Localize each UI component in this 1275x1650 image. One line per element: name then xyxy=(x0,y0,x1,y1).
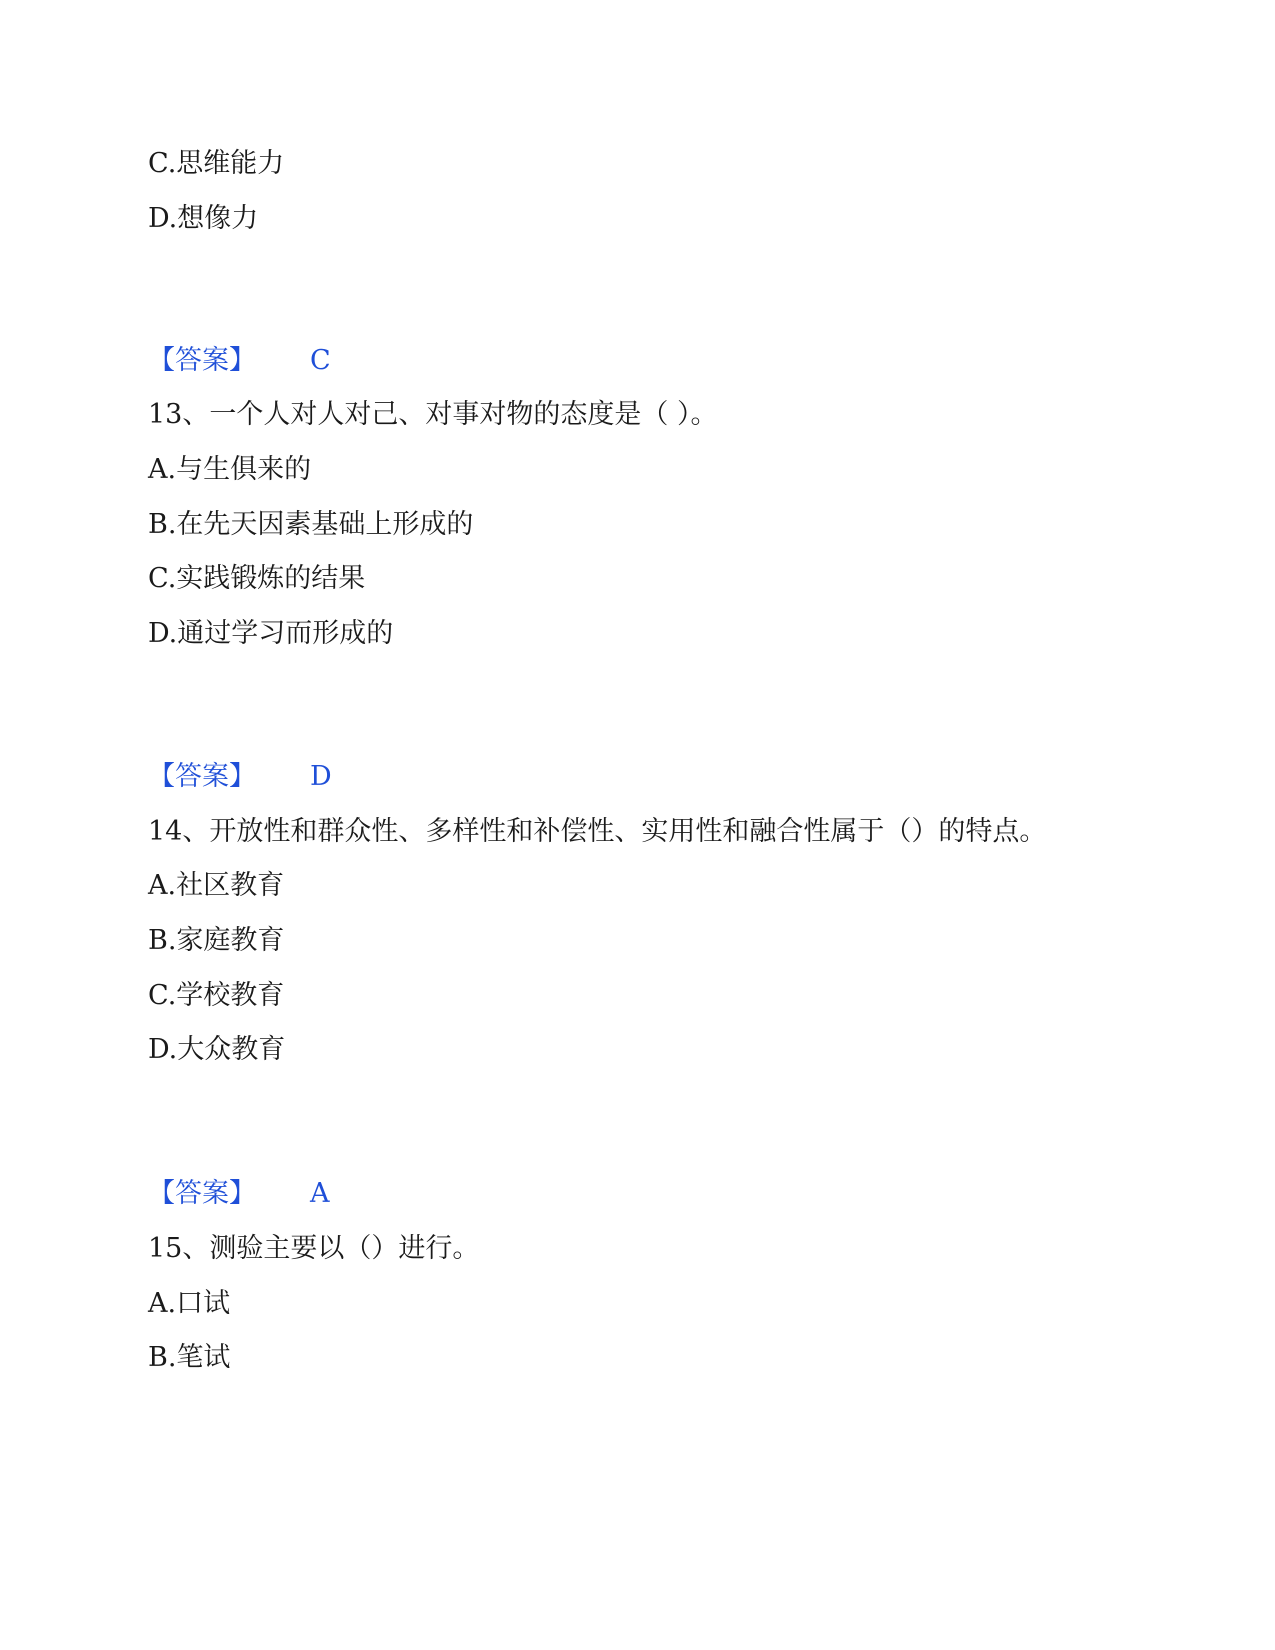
q14-option-b: B.家庭教育 xyxy=(148,925,285,956)
q15-stem: 15、测验主要以（）进行。 xyxy=(148,1233,480,1264)
q12-answer xyxy=(148,343,331,379)
q13-answer xyxy=(148,759,332,795)
q15-option-b: B.笔试 xyxy=(148,1342,231,1373)
answer-label: 【答案】 xyxy=(148,1178,256,1209)
answer-value: D xyxy=(310,761,332,792)
answer-value: C xyxy=(310,345,331,376)
q15-option-a: A.口试 xyxy=(148,1288,231,1319)
q14-option-a: A.社区教育 xyxy=(148,870,285,901)
q12-option-c: C.思维能力 xyxy=(148,148,285,179)
q14-option-c: C.学校教育 xyxy=(148,980,285,1011)
answer-label: 【答案】 xyxy=(148,345,256,376)
q13-option-b: B.在先天因素基础上形成的 xyxy=(148,509,474,540)
answer-label: 【答案】 xyxy=(148,761,256,792)
q14-stem: 14、开放性和群众性、多样性和补偿性、实用性和融合性属于（）的特点。 xyxy=(148,816,1047,847)
q12-option-d: D.想像力 xyxy=(148,203,259,234)
q13-option-a: A.与生俱来的 xyxy=(148,454,312,485)
q14-option-d: D.大众教育 xyxy=(148,1034,286,1065)
q14-answer xyxy=(148,1176,330,1212)
q13-option-c: C.实践锻炼的结果 xyxy=(148,563,366,594)
q13-stem: 13、一个人对人对己、对事对物的态度是（ ）。 xyxy=(148,399,718,430)
answer-value: A xyxy=(310,1178,330,1209)
q13-option-d: D.通过学习而形成的 xyxy=(148,618,394,649)
